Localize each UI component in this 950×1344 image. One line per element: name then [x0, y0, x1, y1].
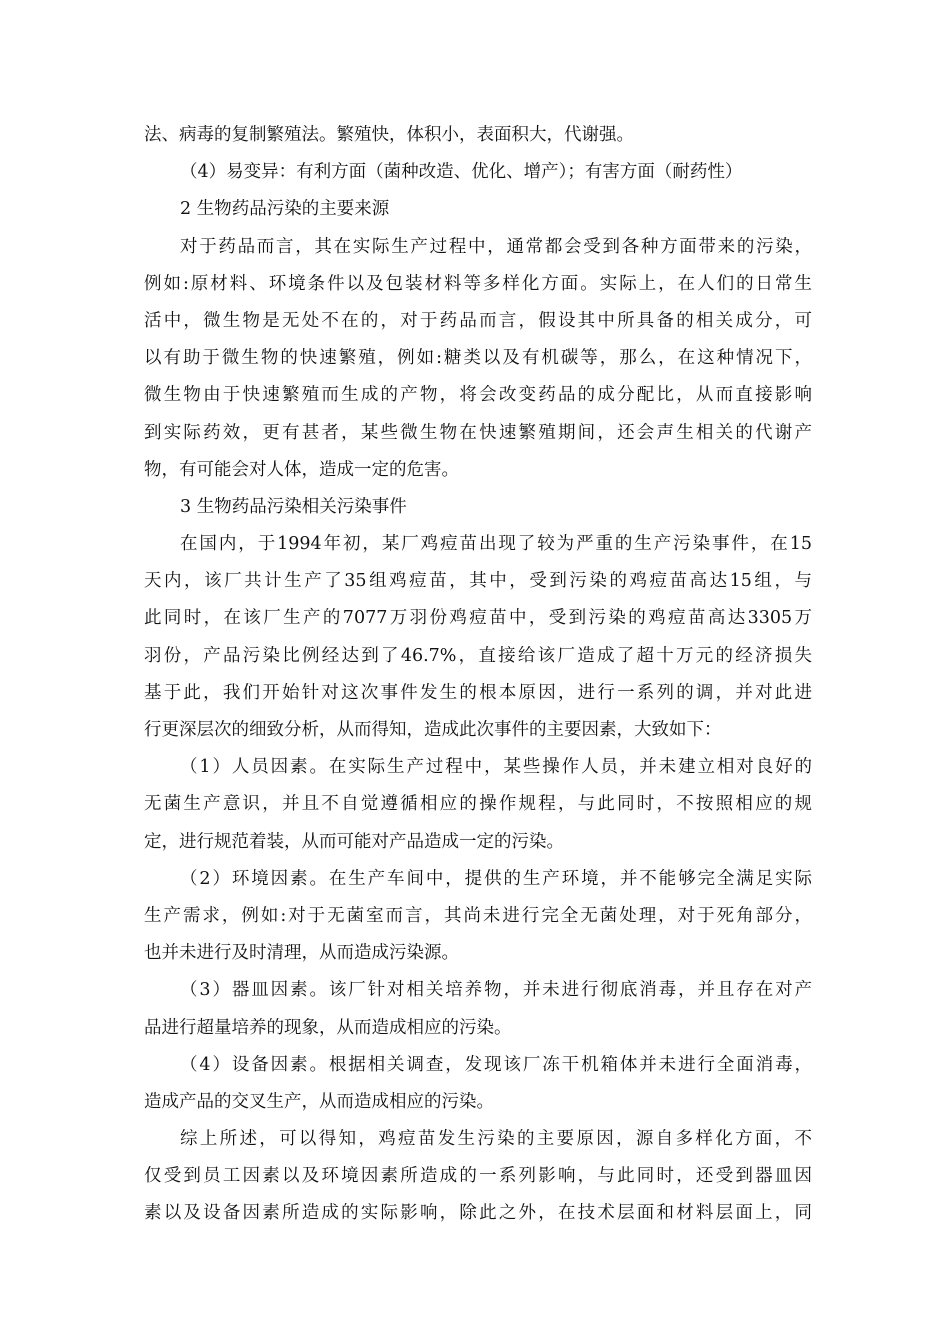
text-line: 微生物由于快速繁殖而生成的产物，将会改变药品的成分配比，从而直接影响	[144, 385, 812, 406]
text-line: 以有助于微生物的快速繁殖，例如:糖类以及有机碳等，那么，在这种情况下，	[144, 348, 812, 369]
text-line: 综上所述，可以得知，鸡痘苗发生污染的主要原因，源自多样化方面，不	[180, 1129, 812, 1150]
text-line: 品进行超量培养的现象，从而造成相应的污染。	[144, 1017, 512, 1038]
section-heading-3: 3 生物药品污染相关污染事件	[180, 496, 407, 517]
body-text	[144, 117, 812, 1233]
text-line: 素以及设备因素所造成的实际影响，除此之外，在技术层面和材料层面上，同	[144, 1203, 812, 1224]
text-line: （1）人员因素。在实际生产过程中，某些操作人员，并未建立相对良好的	[180, 757, 812, 778]
text-line: 造成产品的交叉生产，从而造成相应的污染。	[144, 1091, 494, 1112]
text-line: 仅受到员工因素以及环境因素所造成的一系列影响，与此同时，还受到器皿因	[144, 1166, 812, 1187]
section-heading-2: 2 生物药品污染的主要来源	[180, 199, 390, 220]
text-line: 对于药品而言，其在实际生产过程中，通常都会受到各种方面带来的污染，	[180, 236, 812, 257]
text-line: 羽份，产品污染比例经达到了46.7%，直接给该厂造成了超十万元的经济损失	[144, 645, 812, 666]
text-line: （4）易变异：有利方面（菌种改造、优化、增产）；有害方面（耐药性）	[180, 162, 743, 183]
text-line: 基于此，我们开始针对这次事件发生的根本原因，进行一系列的调，并对此进	[144, 682, 812, 703]
text-line: 无菌生产意识，并且不自觉遵循相应的操作规程，与此同时，不按照相应的规	[144, 794, 812, 815]
text-line: 例如:原材料、环境条件以及包装材料等多样化方面。实际上，在人们的日常生	[144, 273, 812, 294]
text-line: 活中，微生物是无处不在的，对于药品而言，假设其中所具备的相关成分，可	[144, 310, 812, 331]
text-line: 生产需求，例如:对于无菌室而言，其尚未进行完全无菌处理，对于死角部分，	[144, 905, 812, 926]
text-line: 法、病毒的复制繁殖法。繁殖快，体积小，表面积大，代谢强。	[144, 125, 634, 145]
text-line: （4）设备因素。根据相关调查，发现该厂冻干机箱体并未进行全面消毒，	[180, 1054, 812, 1075]
text-line: 此同时，在该厂生产的7077万羽份鸡痘苗中，受到污染的鸡痘苗高达3305万	[144, 608, 812, 629]
text-line: （2）环境因素。在生产车间中，提供的生产环境，并不能够完全满足实际	[180, 868, 812, 889]
text-line: （3）器皿因素。该厂针对相关培养物，并未进行彻底消毒，并且存在对产	[180, 980, 812, 1001]
text-line: 在国内，于1994年初，某厂鸡痘苗出现了较为严重的生产污染事件，在15	[180, 534, 812, 555]
text-line: 到实际药效，更有甚者，某些微生物在快速繁殖期间，还会声生相关的代谢产	[144, 422, 812, 443]
text-line: 行更深层次的细致分析，从而得知，造成此次事件的主要因素，大致如下：	[144, 720, 722, 740]
text-line: 天内，该厂共计生产了35组鸡痘苗，其中，受到污染的鸡痘苗高达15组，与	[144, 571, 812, 592]
text-line: 定，进行规范着装，从而可能对产品造成一定的污染。	[144, 831, 564, 852]
text-line: 也并未进行及时清理，从而造成污染源。	[144, 943, 459, 964]
text-line: 物，有可能会对人体，造成一定的危害。	[144, 459, 459, 480]
